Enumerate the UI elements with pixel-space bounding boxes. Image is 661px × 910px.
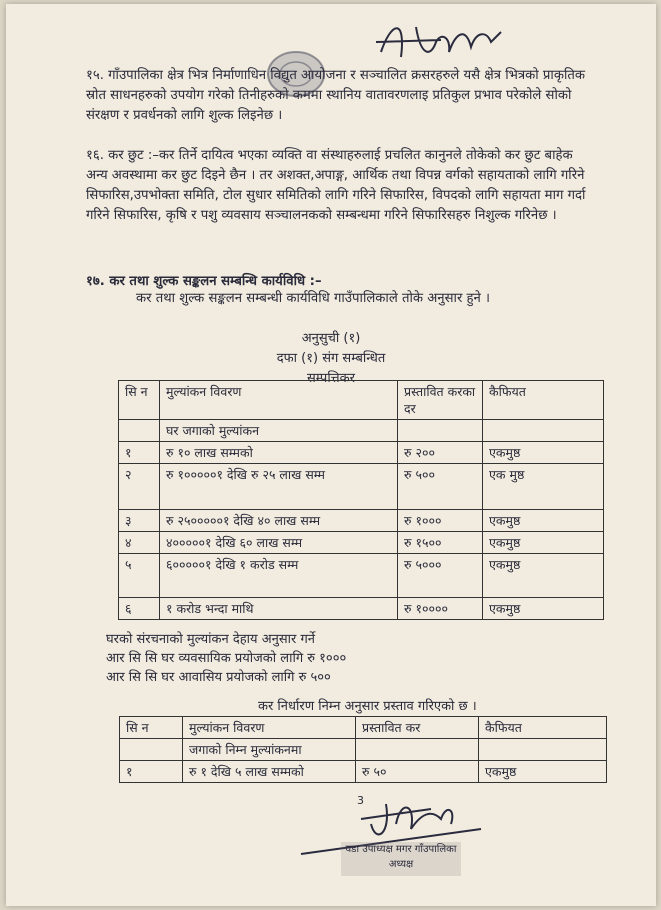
- cell: रु २००: [398, 442, 483, 464]
- cell: एकमुष्ठ: [479, 761, 607, 783]
- cell: ४०००००१ देखि ६० लाख सम्म: [160, 532, 398, 554]
- table-group-row: [119, 420, 604, 442]
- cell: एकमुष्ठ: [483, 598, 604, 620]
- column-header: मुल्यांकन विवरण: [183, 717, 356, 739]
- table-row: [119, 532, 604, 554]
- table-row: [119, 442, 604, 464]
- column-header: मुल्यांकन विवरण: [160, 381, 398, 420]
- document-page: [6, 4, 656, 906]
- cell: रु १०००००१ देखि रु २५ लाख सम्म: [160, 464, 398, 510]
- table-row: [119, 554, 604, 598]
- cell: ४: [119, 532, 160, 554]
- schedule-title: अनुसुची (१): [301, 331, 361, 346]
- signature-top: [361, 12, 511, 72]
- schedule-subtitle: दफा (१) संग सम्बन्धित: [276, 351, 386, 366]
- note-line: आर सि सि घर आवासिय प्रयोजको लागि रु ५००: [106, 670, 331, 685]
- section-15: १५. गाँउपालिका क्षेत्र भित्र निर्माणाधिन विद्युत आयोजना र सञ्चालित क्रसरहरुले यसै क्षेत्र भित्रको प्राकृतिक स्रोत साधनहरुको उपयोग गरेको तिनीहरुको कममा स्थानिय वातावरणलाइ प्रतिकुल प्रभाव परेकोले सोको संरक्षण र प्रवर्धनको लागि शुल्क लिइनेछ ।: [86, 68, 586, 123]
- group-label: घर जगाको मुल्यांकन: [160, 420, 398, 442]
- cell: ६०००००१ देखि १ करोड सम्म: [160, 554, 398, 598]
- group-label: जगाको निम्न मुल्यांकनमा: [183, 739, 356, 761]
- section-16: १६. कर छुट :–कर तिर्ने दायित्व भएका व्यक्ति वा संस्थाहरुलाई प्रचलित कानुनले तोकेको कर छुट बाहेक अन्य अवस्थामा कर छुट दिइने छैन । तर अशक्त,अपाङ्ग, आर्थिक तथा विपन्न वर्गको सहायताको लागि गरिने सिफारिस,उपभोक्ता समिति, टोल सुधार समितिको लागि गरिने सिफारिस, विपदको लागि सहायता माग गर्दा गरिने सिफारिस, कृषि र पशु व्यवसाय सञ्चालनकको सम्बन्धमा गरिने सिफारिसहरु निशुल्क गरिनेछ ।: [86, 148, 586, 223]
- column-header: सि न: [119, 381, 160, 420]
- column-header: सि न: [120, 717, 183, 739]
- cell: ६: [119, 598, 160, 620]
- table-title: सम्पत्तिकर: [307, 371, 355, 386]
- cell: २: [119, 464, 160, 510]
- table-header-row: [120, 717, 607, 739]
- cell: १: [120, 761, 183, 783]
- land-tax-table: [119, 716, 607, 783]
- column-header: प्रस्तावित करका दर: [398, 381, 483, 420]
- cell: १: [119, 442, 160, 464]
- cell: एकमुष्ठ: [483, 442, 604, 464]
- cell: रु २५०००००१ देखि ४० लाख सम्म: [160, 510, 398, 532]
- page-number: 3: [357, 794, 364, 807]
- cell: रु ५०: [356, 761, 479, 783]
- section-17-heading: १७. कर तथा शुल्क सङ्कलन सम्बन्धि कार्यविधि :–: [86, 274, 322, 289]
- section-17-body: कर तथा शुल्क सङ्कलन सम्बन्धी कार्यविधि गाउँपालिकाले तोके अनुसार हुने ।: [136, 291, 491, 306]
- table-row: [120, 761, 607, 783]
- cell: एकमुष्ठ: [483, 532, 604, 554]
- cell: एकमुष्ठ: [483, 510, 604, 532]
- table-row: [119, 510, 604, 532]
- table-header-row: [119, 381, 604, 420]
- table-row: [119, 598, 604, 620]
- cell: एकमुष्ठ: [483, 554, 604, 598]
- column-header: कैफियत: [479, 717, 607, 739]
- construction-notes: [106, 630, 346, 687]
- cell: रु १०००: [398, 510, 483, 532]
- note-line: आर सि सि घर व्यवसायिक प्रयोजको लागि रु १०००: [106, 651, 347, 666]
- stamp-bottom: वडा उपाध्यक्ष मगर गाँउपालिका अध्यक्ष: [341, 842, 461, 876]
- cell: रु १५००: [398, 532, 483, 554]
- cell: १ करोड भन्दा माथि: [160, 598, 398, 620]
- column-header: प्रस्तावित कर: [356, 717, 479, 739]
- cell: रु १ देखि ५ लाख सम्मको: [183, 761, 356, 783]
- table2-title: कर निर्धारण निम्न अनुसार प्रस्ताव गरिएको छ ।: [258, 699, 477, 714]
- cell: ५: [119, 554, 160, 598]
- note-line: घरको संरचनाको मुल्यांकन देहाय अनुसार गर्ने: [106, 632, 315, 647]
- table-group-row: [120, 739, 607, 761]
- column-header: कैफियत: [483, 381, 604, 420]
- cell: रु १००००: [398, 598, 483, 620]
- cell: रु १० लाख सम्मको: [160, 442, 398, 464]
- cell: ३: [119, 510, 160, 532]
- cell: रु ५००: [398, 464, 483, 510]
- cell: एक मुष्ठ: [483, 464, 604, 510]
- cell: रु ५०००: [398, 554, 483, 598]
- table-row: [119, 464, 604, 510]
- property-tax-table: [118, 380, 604, 620]
